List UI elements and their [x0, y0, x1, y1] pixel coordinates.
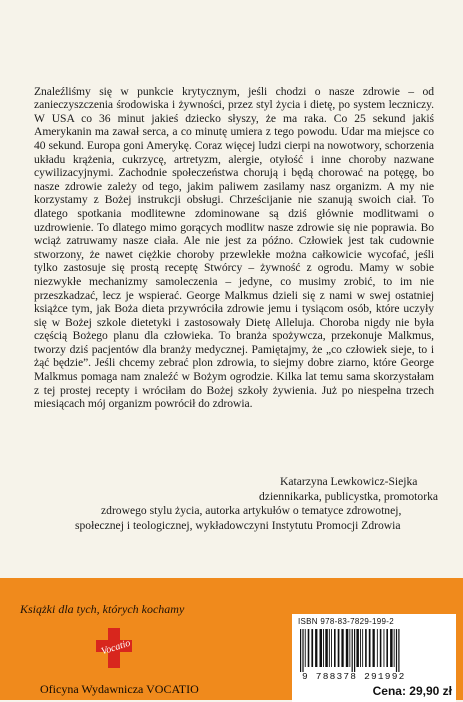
signature-role-1: dziennikarka, publicystka, promotorka: [259, 489, 439, 503]
signature-role-2: zdrowego stylu życia, autorka artykułów o tematyce zdrowotnej,: [101, 504, 402, 518]
logo-wordmark: Vocatio: [99, 637, 132, 658]
barcode-bars: [296, 629, 450, 672]
vocatio-cross-logo: [86, 624, 146, 672]
signature-role-3: społecznej i teologicznej, wykładowczyni Instytutu Promocji Zdrowia: [75, 518, 401, 532]
blurb-paragraph: Znaleźliśmy się w punkcie krytycznym, jeśli chodzi o nasze zdrowie – od zanieczyszczenia środowiska i żywności, przez styl życia i dietę, po system leczniczy. W USA co 36 minut jakieś dziecko słyszy, że ma raka. Co 25 sekund jakiś Amerykanin ma zawał serca, a co minutę umiera z tego powodu. Udar ma miejsce co 40 sekund. Europa goni Amerykę. Coraz więcej ludzi cierpi na nowotwory, schorzenia układu krążenia, cukrzycę, artretyzm, alergie, otyłość i inne choroby nazwane cywilizacyjnymi. Zachodnie społeczeństwa chorują i będą chorować na potęgę, bo nasze zdrowie zależy od tego, jakim paliwem zasilamy nasz organizm. A my nie korzystamy z Bożej instrukcji obsługi. Chrześcijanie nie szanują swoich ciał. To dlatego spotkania modlitewne zdominowane są dziś głównie modlitwami o uzdrowienie. To dlatego mimo gorących modlitw nasze zdrowie się nie poprawia. Bo wciąż zatruwamy nasze ciała. Ale nie jest za późno. Człowiek jest tak cudownie stworzony, że nawet ciężkie choroby przewlekłe można całkowicie wycofać, jeśli tylko zastosuje się prostą receptę Stwórcy – żywność z ogrodu. Mamy w sobie niezwykłe mechanizmy samoleczenia – jedyne, co musimy zrobić, to im nie przeszkadzać, lecz je wspierać. George Malkmus dzieli się z nami w swej ostatniej książce tym, jak Boża dieta przywróciła zdrowie jemu i tysiącom osób, które uczyły się w Bożej szkole dietetyki i zastosowały Dietę Alleluja. Choroba nigdy nie była częścią Bożego planu dla człowieka. To branża spożywcza, przekonuje Malkmus, tworzy dziś pacjentów dla branży medycznej. Pamiętajmy, że „co człowiek sieje, to i żąć będzie”. Jeśli chcemy zebrać plon zdrowia, to siejmy dobre ziarno, które George Malkmus pomaga nam znaleźć w Bożym ogrodzie. Kilka lat temu sama skorzystałam z tej prostej recepty i wróciłam do Bożej szkoły żywienia. Już po niespełna trzech miesiącach mój organizm powrócił do zdrowia.: [34, 84, 434, 411]
barcode-number: 9 788378 291992: [302, 671, 406, 682]
price-label: Cena: 29,90 zł: [372, 684, 452, 698]
barcode-panel: [292, 614, 456, 702]
author-signature: [60, 475, 438, 533]
isbn-label: ISBN 978-83-7829-199-2: [298, 617, 394, 626]
publisher-tagline: Książki dla tych, których kochamy: [20, 602, 185, 616]
publisher-name: Oficyna Wydawnicza VOCATIO: [40, 682, 199, 696]
signature-name: Katarzyna Lewkowicz-Siejka: [280, 475, 418, 488]
